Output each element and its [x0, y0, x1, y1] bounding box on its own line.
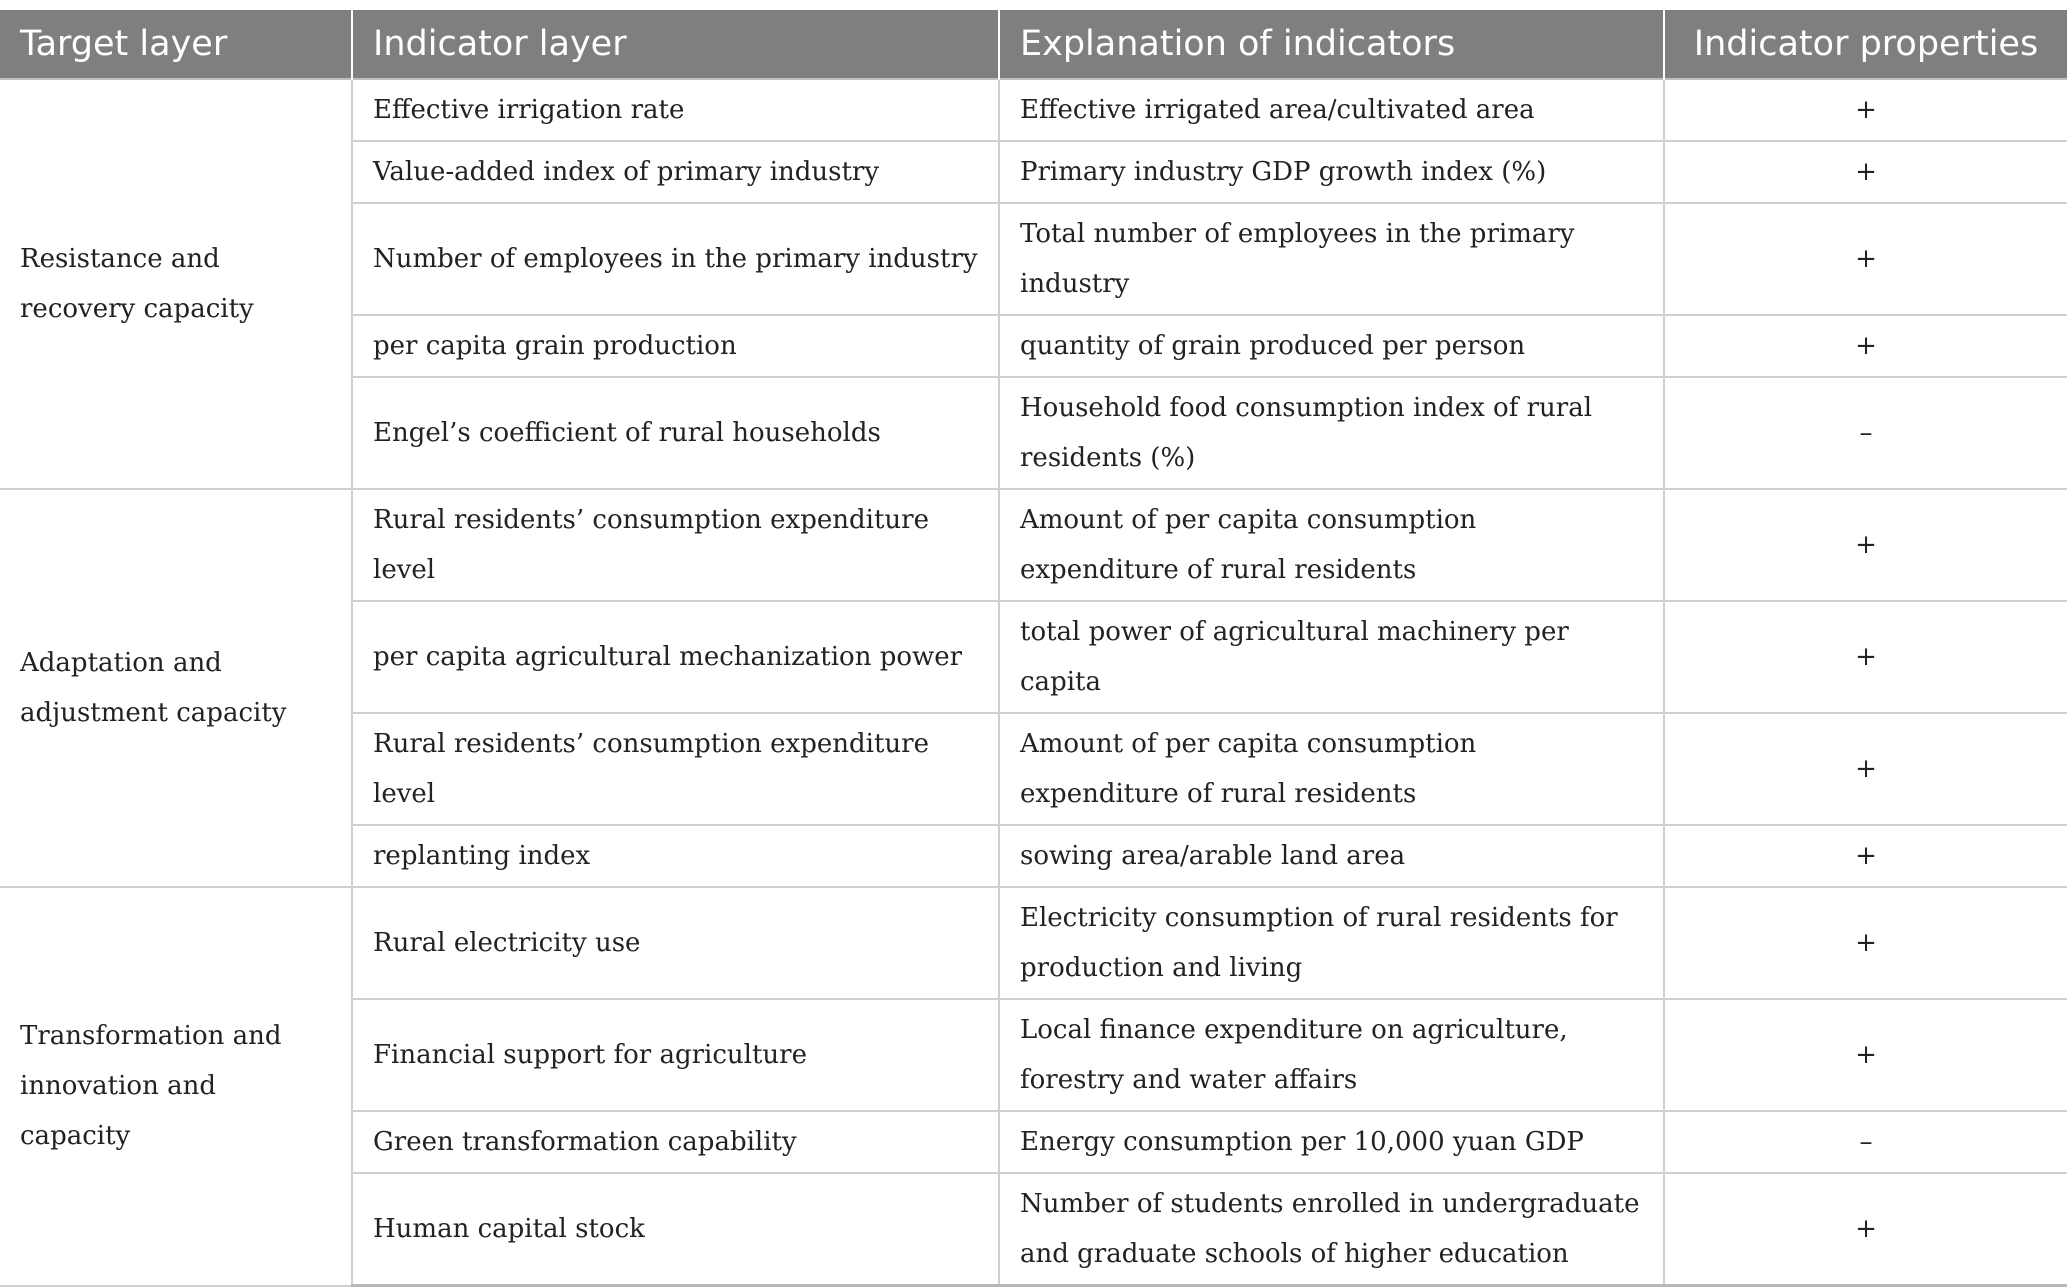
header-target-layer: Target layer: [0, 10, 352, 79]
indicator-cell: Rural electricity use: [352, 887, 999, 999]
property-cell: +: [1664, 79, 2067, 141]
indicator-cell: per capita grain production: [352, 315, 999, 377]
explanation-cell: Effective irrigated area/cultivated area: [999, 79, 1664, 141]
explanation-cell: Local finance expenditure on agriculture, forestry and water affairs: [999, 999, 1664, 1111]
indicator-cell: Engel’s coefficient of rural households: [352, 377, 999, 489]
header-row: [0, 10, 2067, 79]
indicator-cell: Value-added index of primary industry: [352, 141, 999, 203]
target-cell: Resistance and recovery capacity: [0, 79, 352, 489]
indicator-cell: replanting index: [352, 825, 999, 887]
property-cell: +: [1664, 713, 2067, 825]
explanation-cell: Amount of per capita consumption expenditure of rural residents: [999, 489, 1664, 601]
indicator-cell: Number of employees in the primary industry: [352, 203, 999, 315]
indicator-cell: Financial support for agriculture: [352, 999, 999, 1111]
header-properties: Indicator properties: [1664, 10, 2067, 79]
explanation-cell: Energy consumption per 10,000 yuan GDP: [999, 1111, 1664, 1173]
explanation-cell: Total number of employees in the primary industry: [999, 203, 1664, 315]
table-row: [0, 887, 2067, 999]
table-row: [0, 489, 2067, 601]
indicator-cell: Green transformation capability: [352, 1111, 999, 1173]
property-cell: +: [1664, 141, 2067, 203]
indicator-table: [0, 10, 2067, 1287]
property-cell: +: [1664, 203, 2067, 315]
explanation-cell: total power of agricultural machinery per capita: [999, 601, 1664, 713]
table-row: [0, 79, 2067, 141]
target-cell: Transformation and innovation and capacity: [0, 887, 352, 1286]
property-cell: +: [1664, 489, 2067, 601]
indicator-cell: Human capital stock: [352, 1173, 999, 1286]
header-indicator-layer: Indicator layer: [352, 10, 999, 79]
explanation-cell: Amount of per capita consumption expenditure of rural residents: [999, 713, 1664, 825]
explanation-cell: Number of students enrolled in undergraduate and graduate schools of higher education: [999, 1173, 1664, 1286]
property-cell: +: [1664, 825, 2067, 887]
property-cell: +: [1664, 999, 2067, 1111]
explanation-cell: Primary industry GDP growth index (%): [999, 141, 1664, 203]
header-explanation: Explanation of indicators: [999, 10, 1664, 79]
property-cell: +: [1664, 887, 2067, 999]
property-cell: +: [1664, 315, 2067, 377]
indicator-cell: Rural residents’ consumption expenditure level: [352, 489, 999, 601]
indicator-cell: Rural residents’ consumption expenditure level: [352, 713, 999, 825]
property-cell: –: [1664, 1111, 2067, 1173]
explanation-cell: Household food consumption index of rural residents (%): [999, 377, 1664, 489]
explanation-cell: quantity of grain produced per person: [999, 315, 1664, 377]
indicator-cell: Effective irrigation rate: [352, 79, 999, 141]
indicator-cell: per capita agricultural mechanization power: [352, 601, 999, 713]
property-cell: –: [1664, 377, 2067, 489]
explanation-cell: Electricity consumption of rural residents for production and living: [999, 887, 1664, 999]
target-cell: Adaptation and adjustment capacity: [0, 489, 352, 887]
property-cell: +: [1664, 601, 2067, 713]
explanation-cell: sowing area/arable land area: [999, 825, 1664, 887]
property-cell: +: [1664, 1173, 2067, 1286]
